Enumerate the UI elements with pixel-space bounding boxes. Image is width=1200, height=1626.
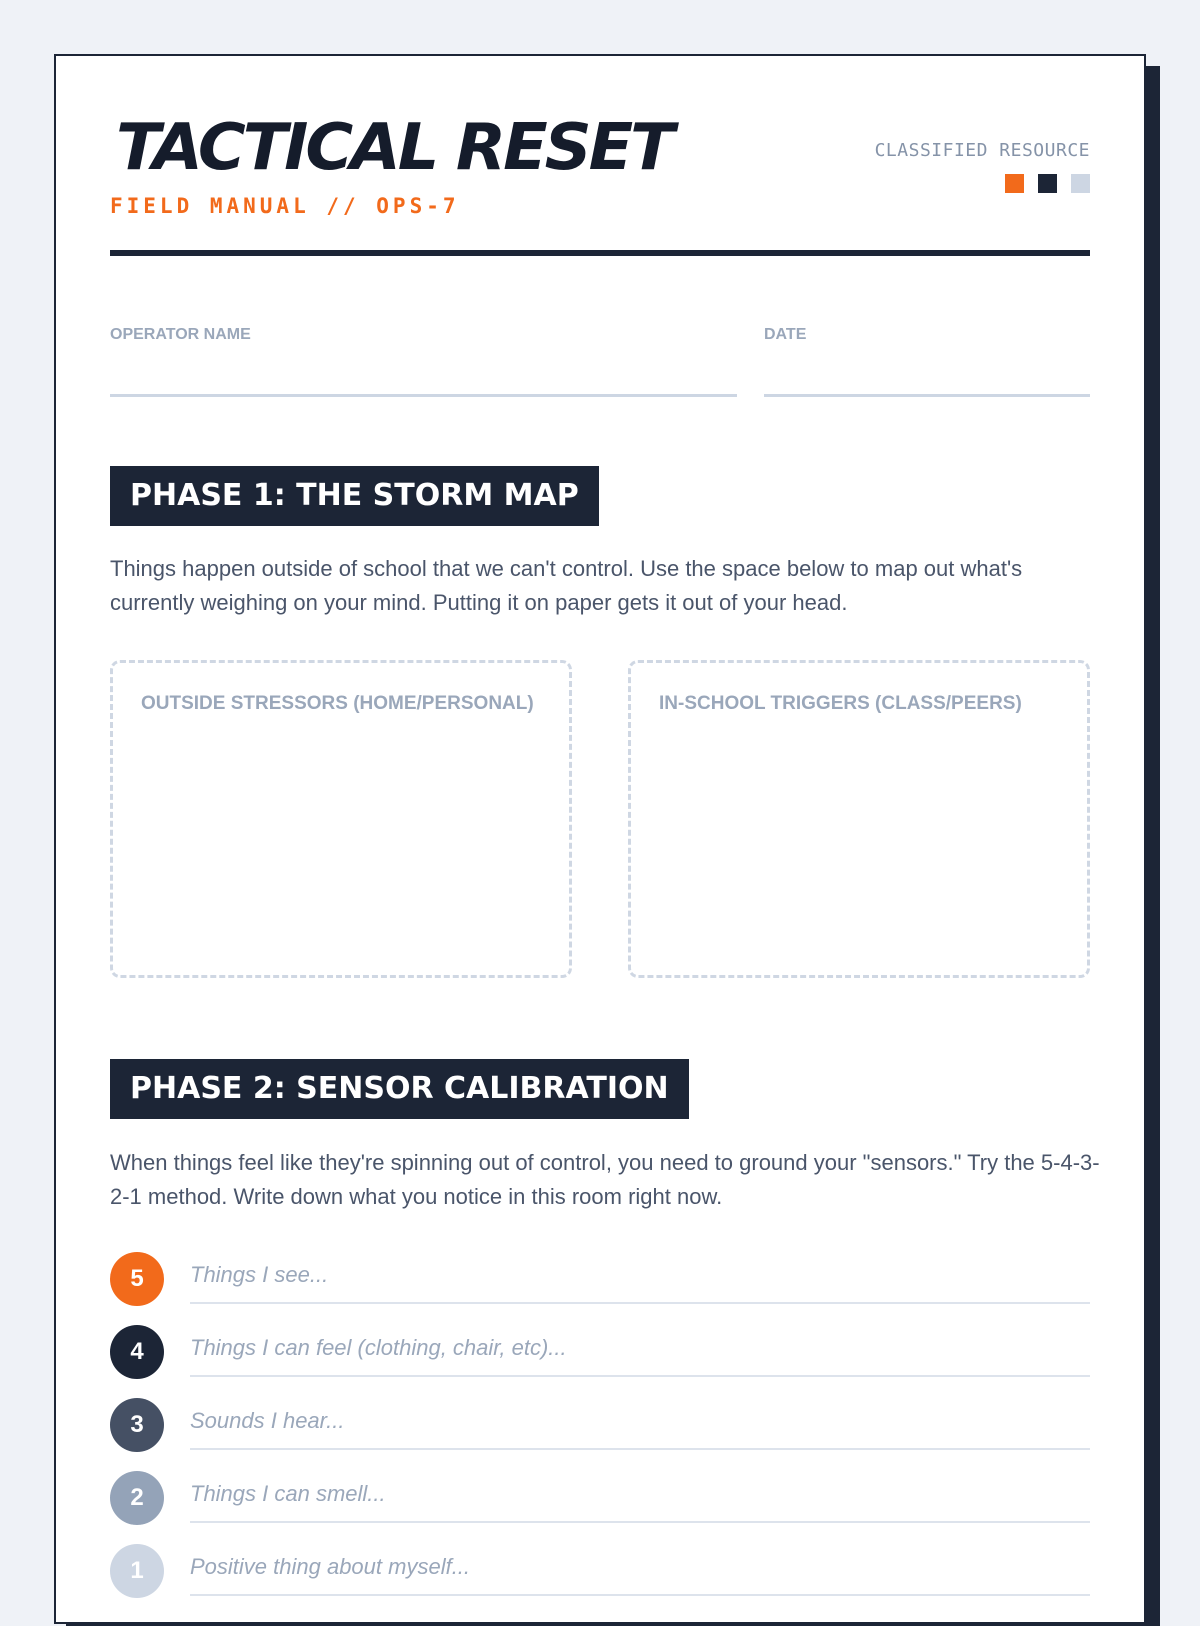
sense-prompt: Things I see... xyxy=(190,1262,329,1287)
step-number-badge: 1 xyxy=(110,1544,164,1598)
write-line[interactable] xyxy=(190,1594,1090,1596)
sense-prompt: Things I can feel (clothing, chair, etc)... xyxy=(190,1335,567,1360)
swatch-navy xyxy=(1038,174,1057,193)
outside-stressors-box[interactable] xyxy=(110,660,572,978)
sense-prompt: Things I can smell... xyxy=(190,1481,386,1506)
date-label: DATE xyxy=(764,326,807,343)
operator-name-field[interactable] xyxy=(110,394,737,397)
phase-2-heading: PHASE 2: SENSOR CALIBRATION xyxy=(110,1059,689,1119)
write-line[interactable] xyxy=(190,1375,1090,1377)
operator-name-label: OPERATOR NAME xyxy=(110,326,251,343)
step-number-badge: 5 xyxy=(110,1252,164,1306)
in-school-triggers-label: IN-SCHOOL TRIGGERS (CLASS/PEERS) xyxy=(659,693,1022,714)
page-title: TACTICAL RESET xyxy=(116,111,672,185)
step-number-badge: 4 xyxy=(110,1325,164,1379)
phase-1-heading: PHASE 1: THE STORM MAP xyxy=(110,466,599,526)
color-swatches xyxy=(1005,174,1090,193)
swatch-gray xyxy=(1071,174,1090,193)
sense-row-3[interactable] xyxy=(110,1398,1090,1454)
sense-row-2[interactable] xyxy=(110,1471,1090,1527)
page-subtitle: FIELD MANUAL // OPS-7 xyxy=(110,194,460,218)
sense-prompt: Positive thing about myself... xyxy=(190,1554,471,1579)
header-divider xyxy=(110,250,1090,256)
sense-prompt: Sounds I hear... xyxy=(190,1408,345,1433)
write-line[interactable] xyxy=(190,1302,1090,1304)
swatch-orange xyxy=(1005,174,1024,193)
in-school-triggers-box[interactable] xyxy=(628,660,1090,978)
sense-row-1[interactable] xyxy=(110,1544,1090,1600)
phase-1-description: Things happen outside of school that we can't control. Use the space below to map out what's currently weighing on your mind. Putting it on paper gets it out of your head. xyxy=(110,556,1023,615)
write-line[interactable] xyxy=(190,1448,1090,1450)
outside-stressors-label: OUTSIDE STRESSORS (HOME/PERSONAL) xyxy=(141,693,534,714)
classified-label: CLASSIFIED RESOURCE xyxy=(874,140,1090,161)
phase-2-description: When things feel like they're spinning out of control, you need to ground your "sensors." Try the 5-4-3-2-1 method. Write down what you notice in this room right now. xyxy=(110,1150,1100,1209)
sense-row-4[interactable] xyxy=(110,1325,1090,1381)
sense-row-5[interactable] xyxy=(110,1252,1090,1308)
write-line[interactable] xyxy=(190,1521,1090,1523)
step-number-badge: 2 xyxy=(110,1471,164,1525)
date-field[interactable] xyxy=(764,394,1090,397)
step-number-badge: 3 xyxy=(110,1398,164,1452)
